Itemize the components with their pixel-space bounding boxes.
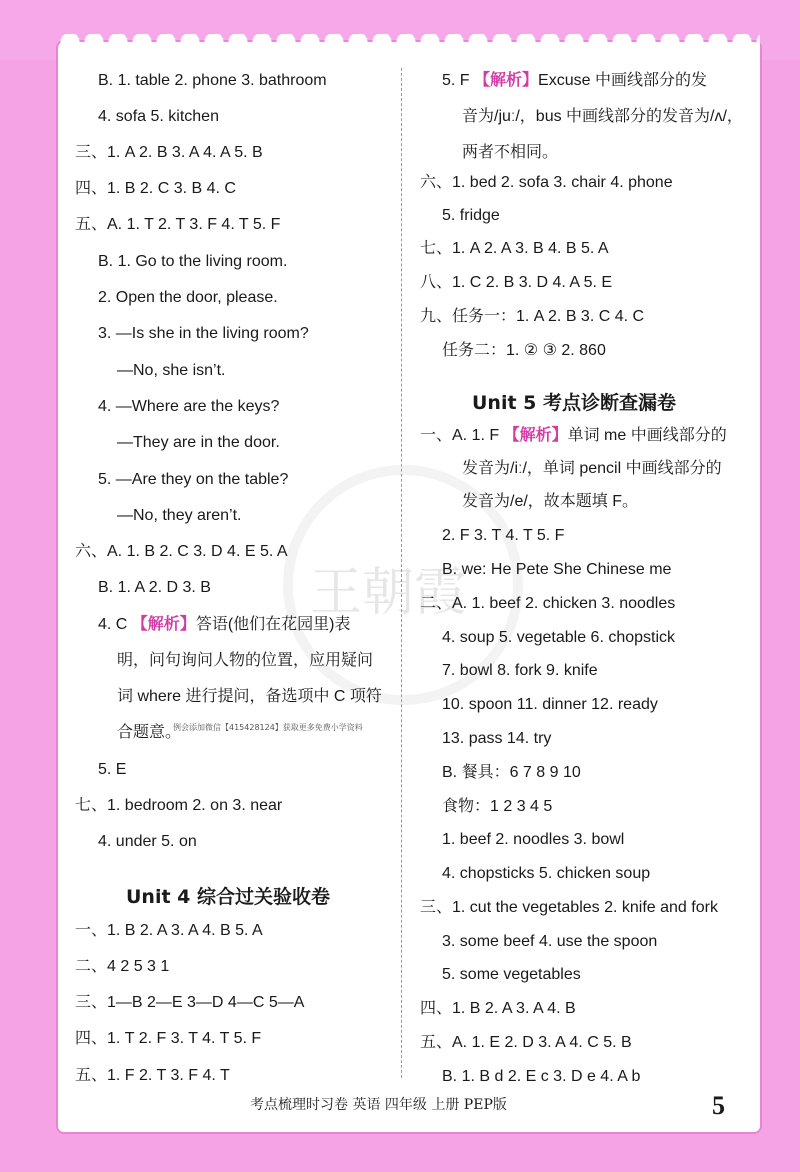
left-line: 五、A. 1. T 2. T 3. F 4. T 5. F xyxy=(75,216,281,233)
unit4-heading: Unit 4 综合过关验收卷 xyxy=(126,886,330,908)
page-number: 5 xyxy=(712,1091,725,1120)
right-line: B. 餐具：6 7 8 9 10 xyxy=(442,764,581,781)
right-line: 四、1. B 2. A 3. A 4. B xyxy=(420,1000,576,1017)
left-line: 合题意。 xyxy=(117,724,182,741)
left-line: 四、1. T 2. F 3. T 4. T 5. F xyxy=(75,1030,262,1047)
right-line: 2. F 3. T 4. T 5. F xyxy=(442,527,565,544)
left-line: 四、1. B 2. C 3. B 4. C xyxy=(75,180,236,197)
right-line: 九、任务一：1. A 2. B 3. C 4. C xyxy=(420,308,645,325)
right-line: 5. some vegetables xyxy=(442,966,581,983)
left-line: 4. —Where are the keys? xyxy=(98,398,280,415)
left-line: B. 1. table 2. phone 3. bathroom xyxy=(98,72,327,89)
right-line: 食物：1 2 3 4 5 xyxy=(442,798,553,815)
left-line: 明，问句询问人物的位置，应用疑问 xyxy=(117,652,374,669)
small-note: 例会添加微信【415428124】获取更多免费小学资料 xyxy=(173,723,363,732)
left-line: 六、A. 1. B 2. C 3. D 4. E 5. A xyxy=(75,543,288,560)
right-line: 4. chopsticks 5. chicken soup xyxy=(442,865,651,882)
right-line: 发音为/iː/，单词 pencil 中画线部分的 xyxy=(462,460,722,477)
left-line: 三、1—B 2—E 3—D 4—C 5—A xyxy=(75,994,305,1011)
right-line: 13. pass 14. try xyxy=(442,730,552,747)
right-line: B. 1. B d 2. E c 3. D e 4. A b xyxy=(442,1068,641,1085)
right-line: 5. fridge xyxy=(442,207,500,224)
right-line: 三、1. cut the vegetables 2. knife and fork xyxy=(420,899,718,916)
right-line: 二、A. 1. beef 2. chicken 3. noodles xyxy=(420,595,676,612)
left-line: 3. —Is she in the living room? xyxy=(98,325,309,342)
right-line: 两者不相同。 xyxy=(462,144,559,161)
left-line: 五、1. F 2. T 3. F 4. T xyxy=(75,1067,230,1084)
left-line: —They are in the door. xyxy=(117,434,280,451)
right-line: 五、A. 1. E 2. D 3. A 4. C 5. B xyxy=(420,1034,632,1051)
unit5-heading: Unit 5 考点诊断查漏卷 xyxy=(472,392,676,414)
left-line: 4. under 5. on xyxy=(98,833,197,850)
right-line: 六、1. bed 2. sofa 3. chair 4. phone xyxy=(420,174,673,191)
right-line: 5. F 【解析】Excuse 中画线部分的发 xyxy=(442,72,707,89)
right-line: 7. bowl 8. fork 9. knife xyxy=(442,662,598,679)
left-line: 4. C 【解析】答语(他们在花园里)表 xyxy=(98,616,351,633)
analysis-tag: 【解析】 xyxy=(503,427,568,444)
right-line: 一、A. 1. F 【解析】单词 me 中画线部分的 xyxy=(420,427,727,444)
left-line: 二、4 2 5 3 1 xyxy=(75,958,170,975)
footer-text: 考点梳理时习卷 英语 四年级 上册 PEP版 xyxy=(250,1097,507,1113)
left-line: 2. Open the door, please. xyxy=(98,289,278,306)
right-line: 10. spoon 11. dinner 12. ready xyxy=(442,696,658,713)
right-line: B. we: He Pete She Chinese me xyxy=(442,561,672,578)
left-line: 5. —Are they on the table? xyxy=(98,471,289,488)
left-line: 5. E xyxy=(98,761,127,778)
right-line: 音为/juː/，bus 中画线部分的发音为/ʌ/， xyxy=(462,108,743,125)
right-line: 任务二：1. ② ③ 2. 860 xyxy=(442,342,606,359)
right-line: 1. beef 2. noodles 3. bowl xyxy=(442,831,625,848)
left-line: —No, they aren’t. xyxy=(117,507,242,524)
left-line: 三、1. A 2. B 3. A 4. A 5. B xyxy=(75,144,263,161)
analysis-tag: 【解析】 xyxy=(131,616,196,633)
right-line: 八、1. C 2. B 3. D 4. A 5. E xyxy=(420,274,613,291)
analysis-tag: 【解析】 xyxy=(474,72,539,89)
right-line: 七、1. A 2. A 3. B 4. B 5. A xyxy=(420,240,609,257)
watermark-text: 王朝霞 xyxy=(310,563,467,623)
left-line: 4. sofa 5. kitchen xyxy=(98,108,219,125)
left-line: —No, she isn’t. xyxy=(117,362,226,379)
right-line: 4. soup 5. vegetable 6. chopstick xyxy=(442,629,676,646)
left-line: B. 1. A 2. D 3. B xyxy=(98,579,211,596)
right-line: 3. some beef 4. use the spoon xyxy=(442,933,658,950)
right-line: 发音为/e/，故本题填 F。 xyxy=(462,493,639,510)
left-line: B. 1. Go to the living room. xyxy=(98,253,288,270)
left-line: 七、1. bedroom 2. on 3. near xyxy=(75,797,283,814)
left-line: 一、1. B 2. A 3. A 4. B 5. A xyxy=(75,922,263,939)
left-line: 词 where 进行提问，备选项中 C 项符 xyxy=(117,688,382,705)
